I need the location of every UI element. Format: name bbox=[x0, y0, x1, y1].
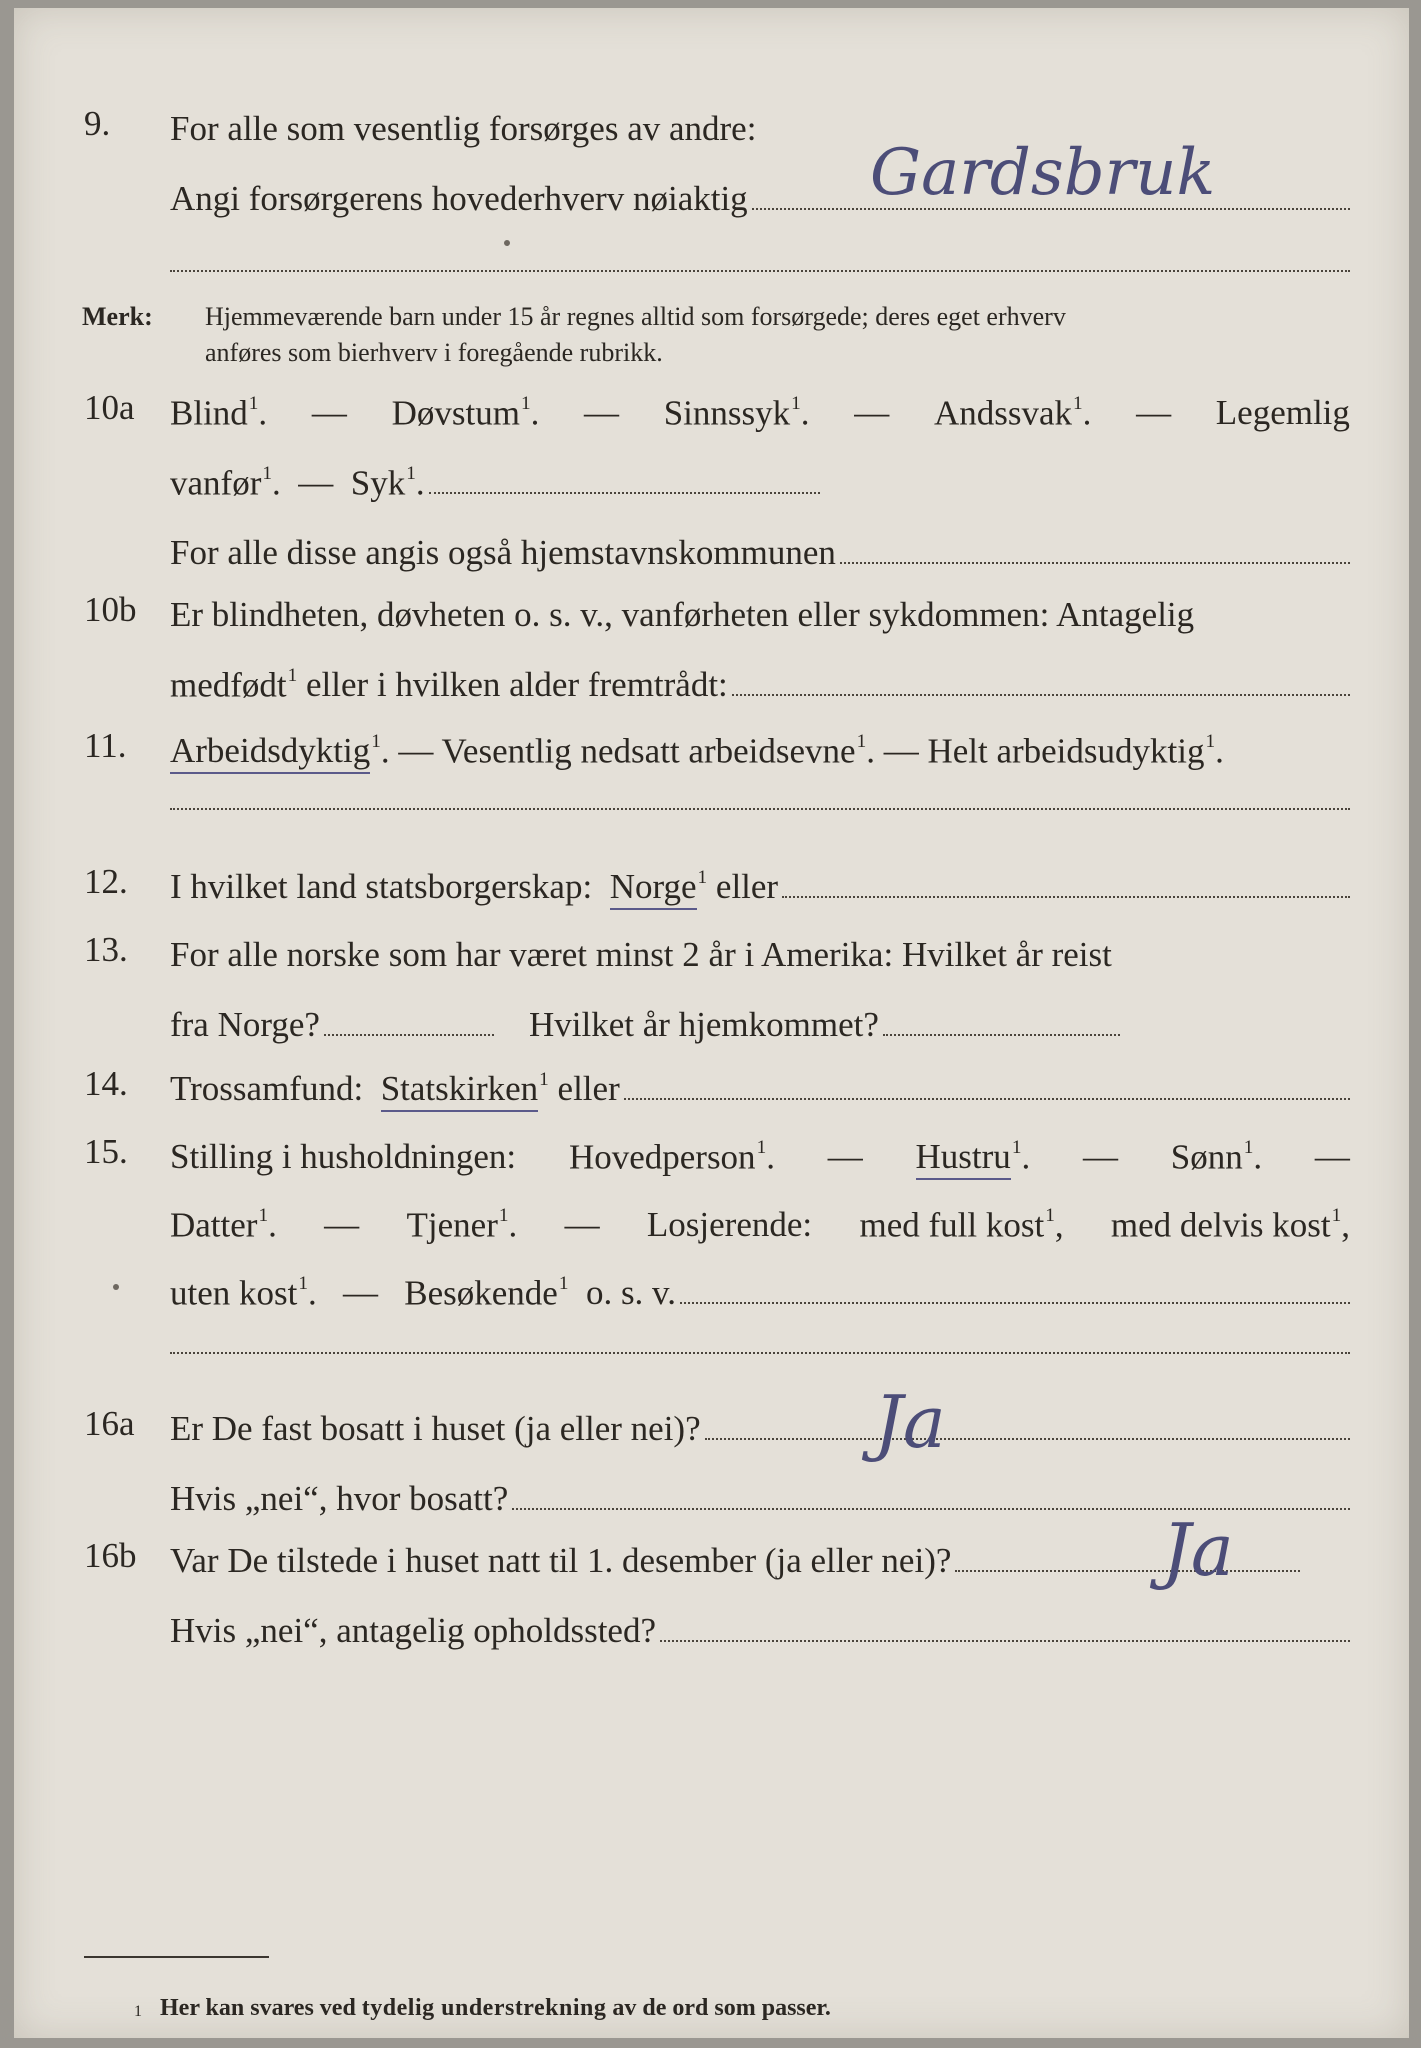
q16a-number: 16a bbox=[84, 1404, 135, 1443]
footnote bbox=[134, 1970, 1134, 2020]
dash: — bbox=[1136, 393, 1172, 432]
q9-extra-line bbox=[170, 270, 1350, 272]
q9-text-2: Angi forsørgerens hovederhverv nøiaktig bbox=[170, 179, 748, 218]
q12-answer-line[interactable] bbox=[782, 896, 1350, 898]
q14-text: Trossamfund: bbox=[170, 1069, 364, 1108]
q9-text-1: For alle som vesentlig forsørges av andre: bbox=[170, 109, 757, 148]
q15-opt-full-kost[interactable]: med full kost$^1$, bbox=[859, 1204, 1064, 1244]
q12-number: 12. bbox=[84, 862, 128, 901]
dash: — bbox=[1082, 1137, 1118, 1176]
q10a-line3 bbox=[170, 520, 1350, 570]
q13-text-2b: Hvilket år hjemkommet? bbox=[528, 1005, 879, 1044]
q13-text-2a: fra Norge? bbox=[170, 1005, 320, 1044]
dash: — bbox=[827, 1137, 863, 1176]
q11-opt-arbeidsdyktig[interactable]: Arbeidsdyktig$^1$. bbox=[170, 732, 398, 768]
q12-line1 bbox=[170, 854, 1350, 904]
q15-lead: Stilling i husholdningen: bbox=[170, 1137, 517, 1176]
q13-number: 13. bbox=[84, 930, 128, 969]
q15-line3 bbox=[170, 1260, 1350, 1310]
q15-opt-delvis-kost[interactable]: med delvis kost$^1$, bbox=[1110, 1204, 1350, 1244]
dash: — bbox=[883, 731, 919, 770]
q11-extra-line bbox=[170, 808, 1350, 810]
ink-speck bbox=[113, 1284, 119, 1290]
ink-speck bbox=[504, 240, 510, 246]
footnote-mark: 1 bbox=[134, 2003, 142, 2020]
merk-line2 bbox=[205, 316, 1205, 366]
q12-eller: eller bbox=[715, 867, 779, 906]
q15-opt-hustru[interactable]: Hustru$^1$. bbox=[916, 1138, 1031, 1174]
q10b-number: 10b bbox=[84, 590, 137, 629]
q16b-text-2: Hvis „nei“, antagelig opholdssted? bbox=[170, 1611, 656, 1650]
q14-eller: eller bbox=[557, 1069, 620, 1108]
q15-answer-line[interactable] bbox=[680, 1302, 1350, 1304]
merk-label: Merk: bbox=[82, 302, 153, 331]
q13-line1 bbox=[170, 922, 1350, 972]
q15-opt-hovedperson[interactable]: Hovedperson$^1$. bbox=[568, 1136, 775, 1176]
q10a-opt-vanfor[interactable]: vanfør$^1$. bbox=[170, 462, 299, 502]
dash: — bbox=[342, 1273, 378, 1312]
q14-opt-statskirken[interactable]: Statskirken$^1$ bbox=[381, 1070, 558, 1106]
q10a-opt-sinnssyk[interactable]: Sinnssyk$^1$. bbox=[663, 392, 810, 432]
q15-line1 bbox=[170, 1124, 1350, 1174]
q15-opt-besokende[interactable]: Besøkende$^1$ bbox=[404, 1272, 569, 1312]
q10a-opt-dovstum[interactable]: Døvstum$^1$. bbox=[391, 392, 540, 432]
q10a-text-3: For alle disse angis også hjemstavnskommunen bbox=[170, 533, 836, 572]
q10a-line2 bbox=[170, 450, 820, 500]
q16a-answer-line[interactable] bbox=[705, 1438, 1350, 1440]
q13-hjemkommet-line[interactable] bbox=[883, 1034, 1120, 1036]
q11-opt-nedsatt[interactable]: Vesentlig nedsatt arbeidsevne$^1$. bbox=[441, 730, 884, 770]
footnote-text-c: av de ord som passer. bbox=[612, 1995, 831, 2021]
q13-line2 bbox=[170, 992, 1120, 1042]
q11-line1 bbox=[170, 718, 1350, 768]
dash: — bbox=[324, 1205, 360, 1244]
q10b-line1 bbox=[170, 582, 1350, 632]
q15-opt-datter[interactable]: Datter$^1$. bbox=[170, 1204, 277, 1244]
q10a-line1 bbox=[170, 380, 1350, 430]
q15-opt-sonn[interactable]: Sønn$^1$. bbox=[1170, 1136, 1263, 1176]
q16b-text-1: Var De tilstede i huset natt til 1. desember (ja eller nei)? bbox=[170, 1541, 952, 1580]
q12-opt-norge[interactable]: Norge$^1$ bbox=[610, 868, 716, 904]
q16b-line2 bbox=[170, 1598, 1350, 1648]
q10a-hjemstavn-line[interactable] bbox=[840, 562, 1350, 564]
q13-reist-line[interactable] bbox=[324, 1034, 494, 1036]
footnote-text-b: tydelig understrekning bbox=[361, 1995, 607, 2021]
q16b-line1 bbox=[170, 1528, 1300, 1578]
q15-number: 15. bbox=[84, 1132, 128, 1171]
q10b-text-2: eller i hvilken alder fremtrådt: bbox=[306, 665, 728, 704]
q14-answer-line[interactable] bbox=[624, 1098, 1350, 1100]
q14-line1 bbox=[170, 1056, 1350, 1106]
q13-text-1: For alle norske som har været minst 2 år i Amerika: Hvilket år reist bbox=[170, 935, 1112, 974]
census-form-page bbox=[14, 8, 1409, 2038]
q15-opt-uten-kost[interactable]: uten kost$^1$. bbox=[170, 1272, 343, 1312]
q10b-opt-medfodt[interactable]: medfødt$^1$ bbox=[170, 664, 298, 704]
dash: — bbox=[311, 393, 347, 432]
q15-losjerende: Losjerende: bbox=[646, 1205, 813, 1244]
q16b-number: 16b bbox=[84, 1536, 137, 1575]
q16b-opholdssted-line[interactable] bbox=[660, 1640, 1350, 1642]
q9-handwritten-answer: Gardsbruk bbox=[870, 136, 1216, 210]
footnote-text-a: Her kan svares ved bbox=[160, 1995, 356, 2021]
q9-number: 9. bbox=[84, 104, 111, 143]
q10a-opt-blind[interactable]: Blind$^1$. bbox=[170, 392, 268, 432]
footnote-rule bbox=[84, 1956, 269, 1958]
q11-number: 11. bbox=[84, 726, 127, 765]
q11-opt-udyktig[interactable]: Helt arbeidsudyktig$^1$. bbox=[927, 730, 1224, 770]
merk-text-1: Hjemmeværende barn under 15 år regnes alltid som forsørgede; deres eget erhverv bbox=[205, 302, 1066, 331]
q15-line2 bbox=[170, 1192, 1350, 1242]
merk-text-2: anføres som bierhverv i foregående rubrikk. bbox=[205, 338, 663, 367]
q10a-opt-syk[interactable]: Syk$^1$. bbox=[350, 462, 425, 502]
dash: — bbox=[298, 463, 334, 502]
dash: — bbox=[1314, 1137, 1350, 1176]
q16a-line1 bbox=[170, 1396, 1350, 1446]
q16b-handwritten-answer: Ja bbox=[1162, 1508, 1234, 1592]
q16b-answer-line[interactable] bbox=[955, 1570, 1300, 1572]
q10a-opt-andssvak[interactable]: Andssvak$^1$. bbox=[933, 392, 1092, 432]
dash: — bbox=[398, 731, 434, 770]
q15-osv: o. s. v. bbox=[585, 1273, 677, 1312]
q10a-opt-legemlig[interactable]: Legemlig bbox=[1215, 393, 1350, 432]
q10b-answer-line[interactable] bbox=[732, 694, 1350, 696]
q12-text: I hvilket land statsborgerskap: bbox=[170, 867, 593, 906]
q10b-line2 bbox=[170, 652, 1350, 702]
dash: — bbox=[854, 393, 890, 432]
q10b-text-1: Er blindheten, døvheten o. s. v., vanførheten eller sykdommen: Antagelig bbox=[170, 595, 1195, 634]
dash: — bbox=[564, 1205, 600, 1244]
dash: — bbox=[584, 393, 620, 432]
q16a-text-2: Hvis „nei“, hvor bosatt? bbox=[170, 1479, 509, 1518]
q15-opt-tjener[interactable]: Tjener$^1$. bbox=[406, 1204, 518, 1244]
q15-extra-line bbox=[170, 1352, 1350, 1354]
q10a-number: 10a bbox=[84, 388, 135, 427]
q16a-text-1: Er De fast bosatt i huset (ja eller nei)? bbox=[170, 1409, 701, 1448]
q14-number: 14. bbox=[84, 1064, 128, 1103]
q16a-handwritten-answer: Ja bbox=[874, 1380, 946, 1464]
q10a-answer-line[interactable] bbox=[429, 492, 820, 494]
